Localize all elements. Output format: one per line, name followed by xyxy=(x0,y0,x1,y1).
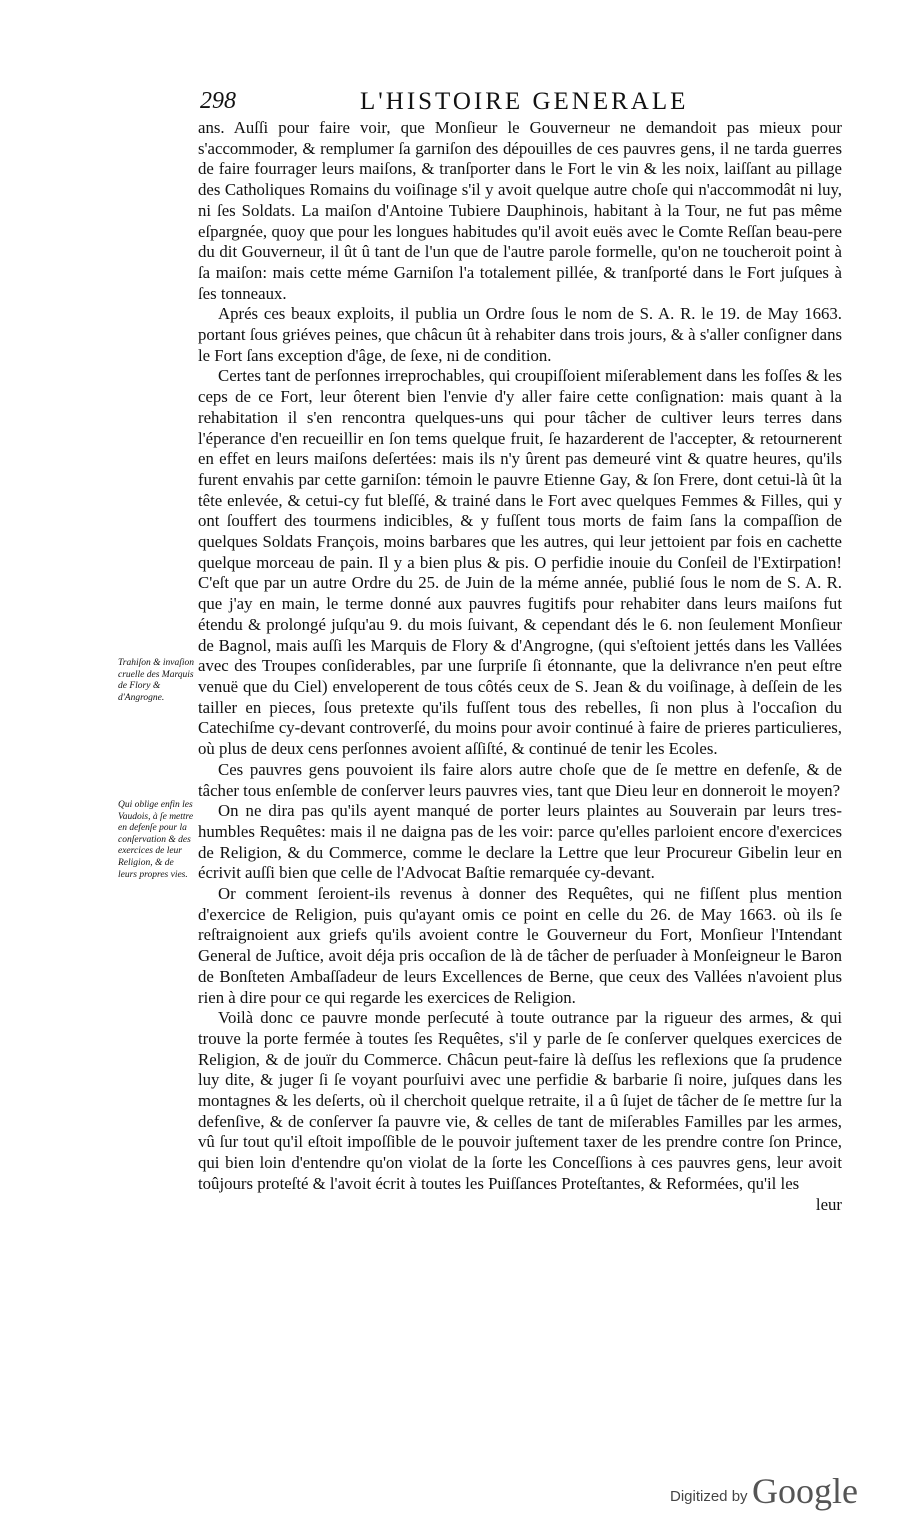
paragraph-7: Voilà donc ce pauvre monde perſecuté à toute outrance par la rigueur des armes, & qui trouve la porte fermée à toutes ſes Requêtes, s'il y parle de ſe conſerver quelques exercices de Religion, & de jouïr du Commerce. Châcun peut-faire là deſſus les reflexions que ſa prudence luy dite, & juger ſi ſe voyant pourſuivi avec une perfidie & barbarie ſi noire, juſques dans les montagnes & les deſerts, où il cherchoit quelque retraite, il a û ſujet de tâcher de ſe mettre ſur la defenſive, & de conſerver ſa pauvre vie, & celles de tant de miſerables Familles par les armes, vû ſur tout qu'il eſtoit impoſſible de le pouvoir juſtement taxer de les prendre contre ſon Prince, qui bien loin d'entendre qu'on violat de la ſorte les Conceſſions à ces pauvres gens, leur avoit toûjours proteſté & l'avoit écrit à toutes les Puiſſances Proteſtantes, & Reformées, qu'il les xyxy=(198,1008,842,1193)
paragraph-6: Or comment ſeroient-ils revenus à donner des Requêtes, qui ne fiſſent plus mention d'exercice de Religion, puis qu'ayant omis ce point en celle du 26. de May 1663. où ils ſe reſtraignoient aux griefs qu'ils avoient contre le Gouverneur du Fort, Monſieur l'Intendant General de Juſtice, avoit déja pris occaſion de là de tâcher de perſuader à Monſeigneur le Baron de Bonſteten Ambaſſadeur de leurs Excellences de Berne, que ceux des Vallées n'avoient plus rien à dire pour ce qui regarde les exercices de Religion. xyxy=(198,884,842,1007)
marginal-note-1: Trahiſon & invaſion cruelle des Marquis de Flory & d'Angrogne. xyxy=(118,658,195,703)
google-logo: Google xyxy=(752,1471,858,1511)
paragraph-4: Ces pauvres gens pouvoient ils faire alors autre choſe que de ſe mettre en defenſe, & de tâcher tous enſemble de conſerver leurs pauvres vies, tant que Dieu leur en donneroit le moyen? xyxy=(198,759,842,800)
page-header xyxy=(200,88,840,118)
main-text xyxy=(198,118,842,1215)
paragraph-3: Certes tant de perſonnes irreprochables, qui croupiſſoient miſerablement dans les foſſes & les ceps de ce Fort, leur ôterent bien l'envie d'y aller faire cette conſignation: mais quant à la rehabitation il s'en rencontra quelques-uns qui pour tâcher de cultiver leurs terres dans l'éperance d'en recueillir en ſon tems quelque fruit, ſe hazarderent de l'accepter, & retournerent en effet en leurs maiſons deſertées: mais ils n'y ûrent pas demeuré vint & quatre heures, qu'ils furent envahis par cette garniſon: témoin le pauvre Etienne Gay, & ſon Frere, dont cetui-là ût la tête enlevée, & cetui-cy fut bleſſé, & trainé dans le Fort avec quelques Femmes & Filles, qui y ont ſouffert des tourmens indicibles, & y fuſſent tous morts de faim ſans la compaſſion de quelques Soldats François, moins barbares que les autres, qui leur jettoient par fois en cachette quelque morceau de pain. Il y a bien plus & pis. O perfidie inouie du Conſeil de l'Extirpation! C'eſt que par un autre Ordre du 25. de Juin de la méme année, publié ſous le nom de S. A. R. que j'ay en main, le terme donné aux pauvres fugitifs pour rehabiter dans leurs maiſons fut étendu & prolongé juſqu'au 9. du mois ſuivant, & cependant dés le 6. non ſeulement Monſieur de Bagnol, mais auſſi les Marquis de Flory & d'Angrogne, (qui s'eſtoient jettés dans les Vallées avec des Troupes conſiderables, par une ſurpriſe ſi étonnante, que la delivrance n'en peut eſtre venuë que du Ciel) enveloperent de tous côtés ceux de S. Jean & du voiſinage, à deſſein de les tailler en pieces, ſous pretexte qu'ils fuſſent tous des rebelles, ſi non plus à l'occaſion du Catechiſme cy-devant controverſé, du moins pour avoir continué à faire de prieres particulieres, où plus de deux cens perſonnes avoient aſſiſté, & continué de tenir les Ecoles. xyxy=(198,366,842,759)
digitized-label: Digitized by xyxy=(670,1488,748,1505)
paragraph-5: On ne dira pas qu'ils ayent manqué de porter leurs plaintes au Souverain par leurs tres-humbles Requêtes: mais il ne daigna pas de les voir: parce qu'elles parloient encore d'exercices de Religion, & du Commerce, comme le declare la Lettre que leur Procureur Gibelin leur en écrivit auſſi bien que celle de l'Advocat Baſtie remarquée cy-devant. xyxy=(198,801,842,883)
running-title: L'HISTOIRE GENERALE xyxy=(360,88,689,115)
paragraph-2: Aprés ces beaux exploits, il publia un Ordre ſous le nom de S. A. R. le 19. de May 1663. portant ſous griéves peines, que châcun ût à rehabiter dans trois jours, & à s'aller conſigner dans le Fort ſans exception d'âge, de ſexe, ni de condition. xyxy=(198,304,842,365)
catchword: leur xyxy=(815,1194,842,1214)
page-number: 298 xyxy=(200,88,236,114)
digitization-footer xyxy=(670,1471,880,1511)
paragraph-1: ans. Auſſi pour faire voir, que Monſieur le Gouverneur ne demandoit pas mieux pour s'accommoder, & remplumer ſa garniſon des dépouilles de ces pauvres gens, il ne tarda guerres de faire fourrager leurs maiſons, & tranſporter dans le Fort le vin & les noix, laiſſant au pillage des Catholiques Romains du voiſinage s'il y avoit quelque autre choſe qui n'accommodât ni luy, ni ſes Soldats. La maiſon d'Antoine Tubiere Dauphinois, habitant à la Tour, ne fut pas même eſpargnée, quoy que pour les longues habitudes qu'il avoit euës avec le Comte Reſſan beau-pere du dit Gouverneur, il ût û tant de l'un que de l'autre parole formelle, qu'on ne toucheroit point à ſa maiſon: mais cette méme Garniſon l'a totalement pillée, & tranſporté dans le Fort juſques à ſes tonneaux. xyxy=(198,118,842,303)
marginal-note-2: Qui oblige enfin les Vaudois, à ſe mettre en defenſe pour la conſervation & des exercices de leur Religion, & de leurs propres vies. xyxy=(118,800,194,880)
